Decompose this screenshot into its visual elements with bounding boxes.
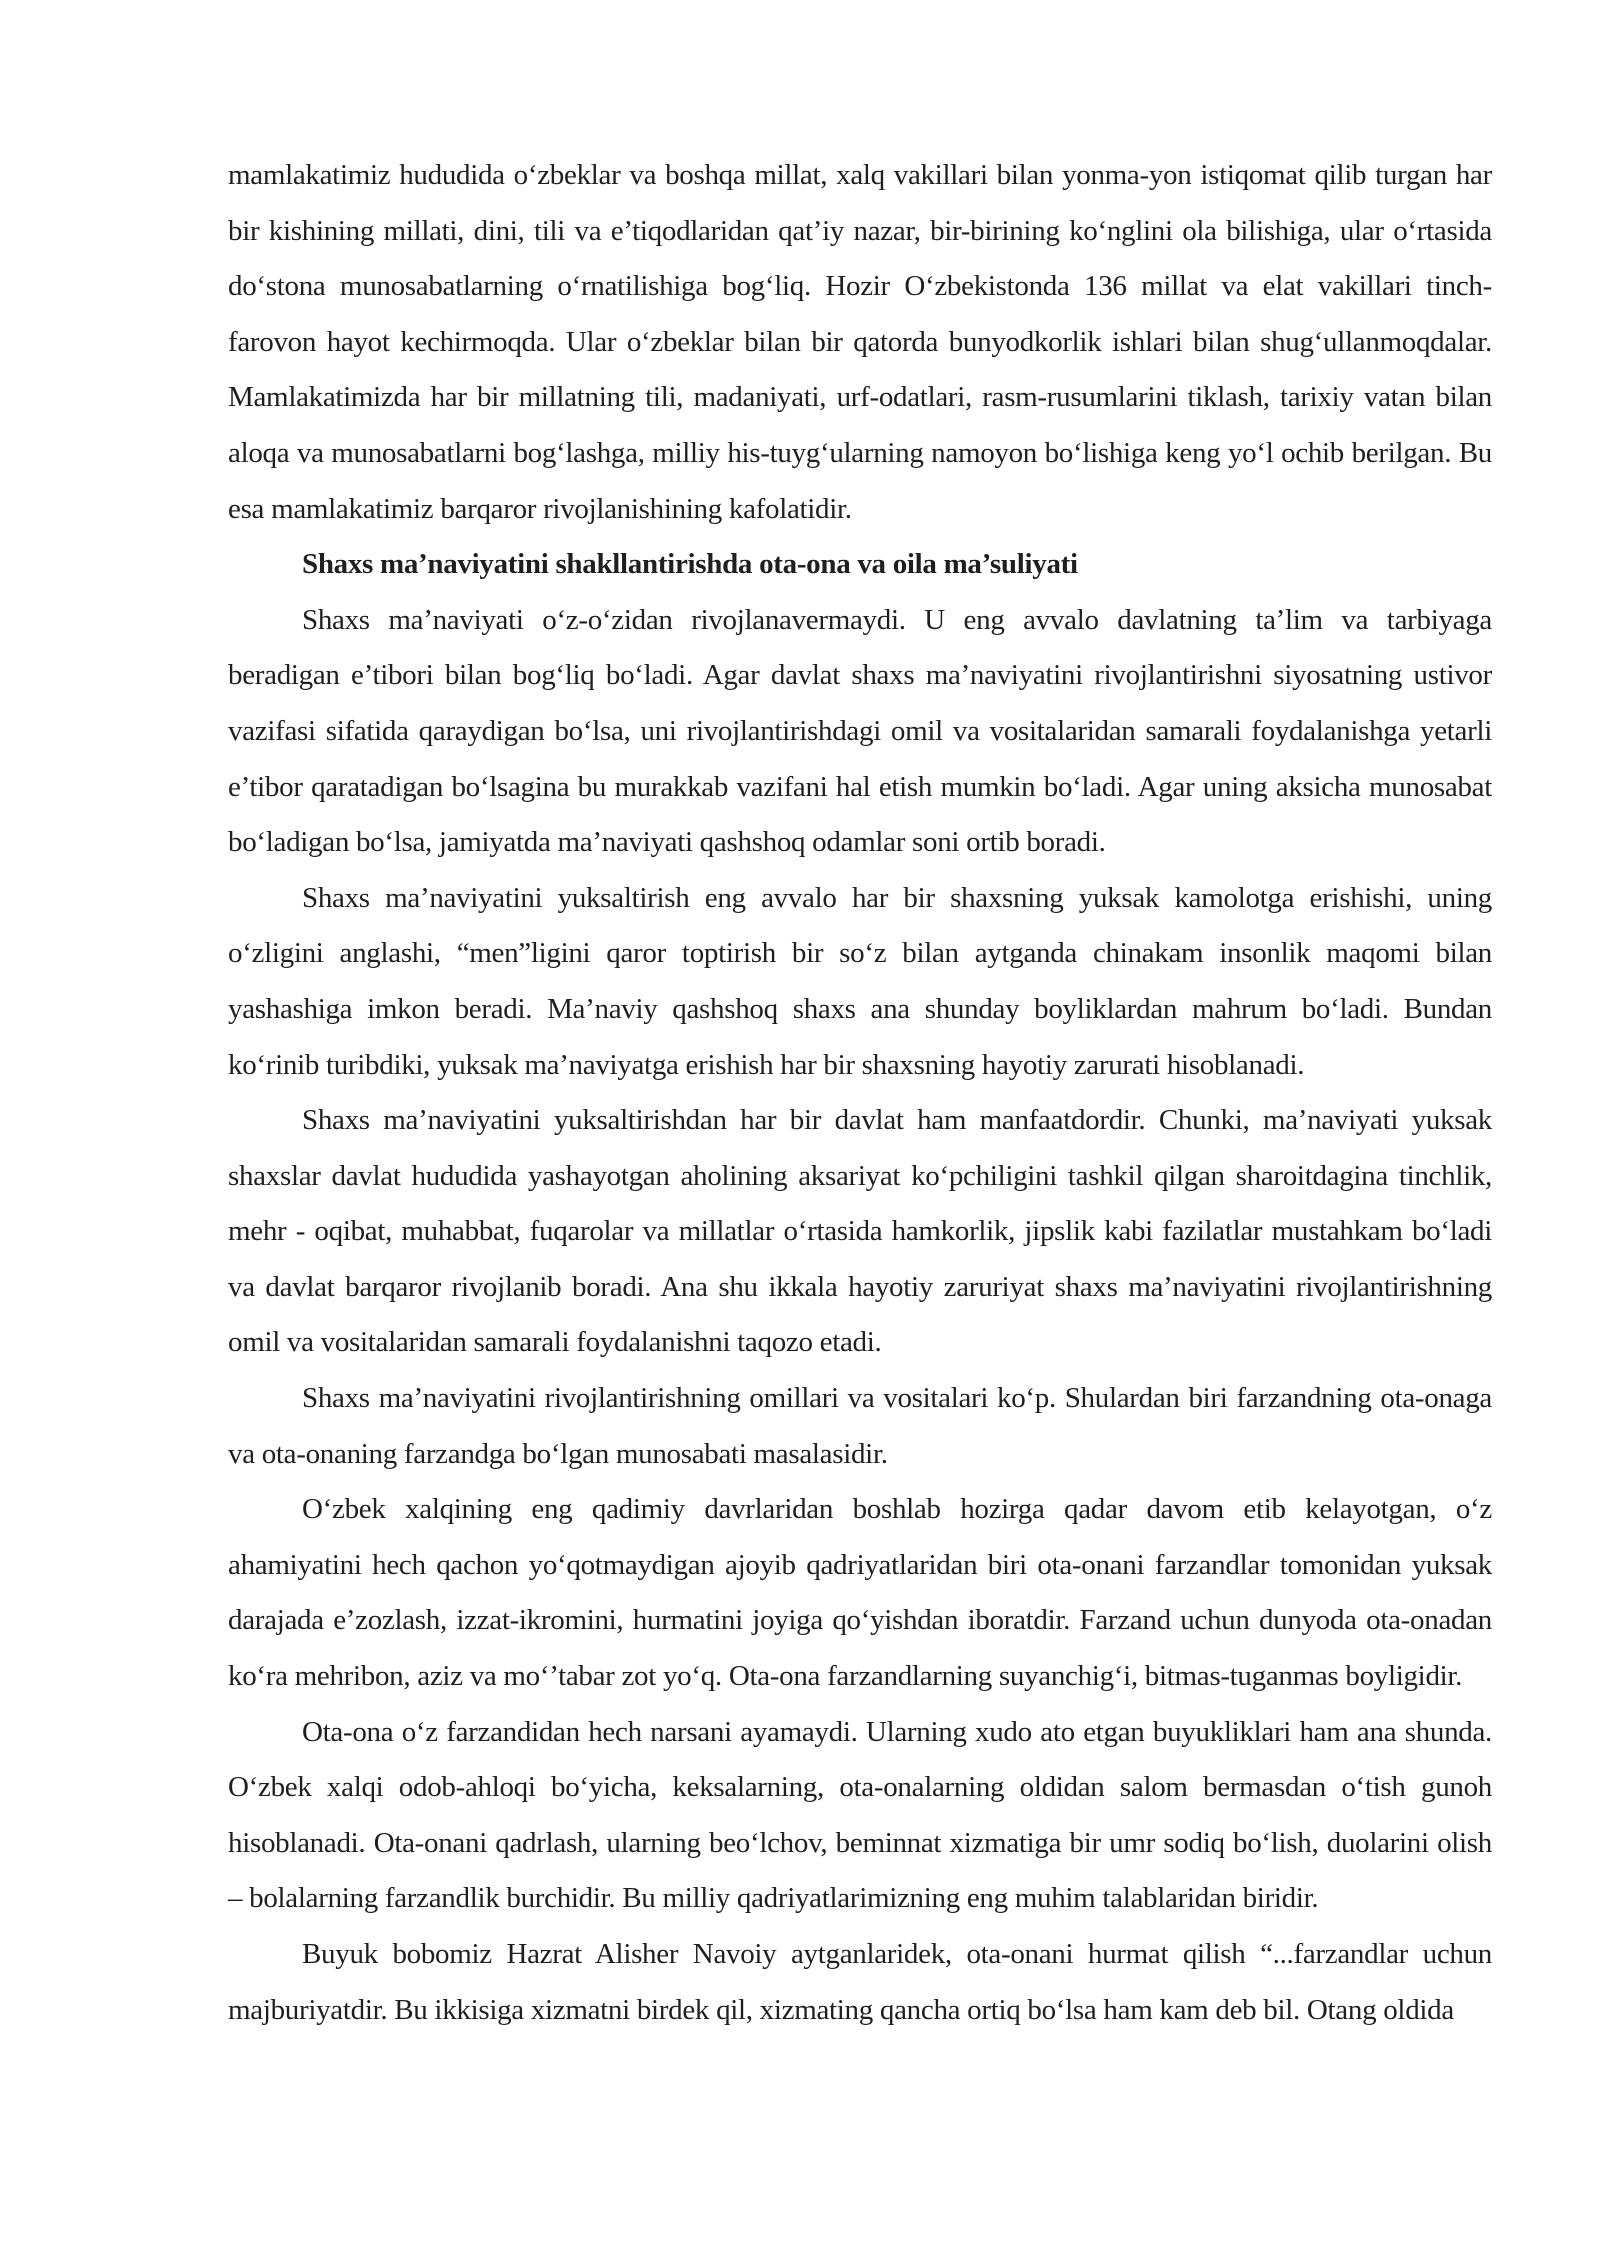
- body-paragraph-2: Shaxs ma’naviyatini yuksaltirish eng avvalo har bir shaxsning yuksak kamolotga erishishi, uning o‘zligini anglashi, “men”ligini qaror toptirish bir so‘z bilan aytganda chinakam insonlik maqomi bilan yashashiga imkon beradi. Ma’naviy qashshoq shaxs ana shunday boyliklardan mahrum bo‘ladi. Bundan ko‘rinib turibdiki, yuksak ma’naviyatga erishish har bir shaxsning hayotiy zarurati hisoblanadi.: [228, 881, 1492, 1081]
- intro-paragraph: mamlakatimiz hududida o‘zbeklar va boshqa millat, xalq vakillari bilan yonma-yon istiqomat qilib turgan har bir kishining millati, dini, tili va e’tiqodlaridan qat’iy nazar, bir-birining ko‘nglini ola bilishiga, ular o‘rtasida do‘stona munosabatlarning o‘rnatilishiga bog‘liq. Hozir O‘zbekistonda 136 millat va elat vakillari tinch-farovon hayot kechirmoqda. Ular o‘zbeklar bilan bir qatorda bunyodkorlik ishlari bilan shug‘ullanmoqdalar. Mamlakatimizda har bir millatning tili, madaniyati, urf-odatlari, rasm-rusumlarini tiklash, tarixiy vatan bilan aloqa va munosabatlarni bog‘lashga, milliy his-tuyg‘ularning namoyon bo‘lishiga keng yo‘l ochib berilgan. Bu esa mamlakatimiz barqaror rivojlanishining kafolatidir.: [228, 159, 1492, 525]
- document-page: [228, 148, 1492, 2038]
- body-paragraph-4: Shaxs ma’naviyatini rivojlantirishning omillari va vositalari ko‘p. Shulardan biri farzandning ota-onaga va ota-onaning farzandga bo‘lgan munosabati masalasidir.: [228, 1382, 1492, 1470]
- body-paragraph-7: Buyuk bobomiz Hazrat Alisher Navoiy aytganlaridek, ota-onani hurmat qilish “...farzandlar uchun majburiyatdir. Bu ikkisiga xizmatni birdek qil, xizmating qancha ortiq bo‘lsa ham kam deb bil. Otang oldida: [228, 1938, 1492, 2026]
- body-paragraph-6: Ota-ona o‘z farzandidan hech narsani ayamaydi. Ularning xudo ato etgan buyukliklari ham ana shunda. O‘zbek xalqi odob-ahloqi bo‘yicha, keksalarning, ota-onalarning oldidan salom bermasdan o‘tish gunoh hisoblanadi. Ota-onani qadrlash, ularning beo‘lchov, beminnat xizmatiga bir umr sodiq bo‘lish, duolarini olish – bolalarning farzandlik burchidir. Bu milliy qadriyatlarimizning eng muhim talablaridan biridir.: [228, 1715, 1492, 1915]
- section-heading: Shaxs ma’naviyatini shakllantirishda ota-ona va oila ma’suliyati: [302, 548, 1078, 581]
- body-paragraph-3: Shaxs ma’naviyatini yuksaltirishdan har bir davlat ham manfaatdordir. Chunki, ma’naviyati yuksak shaxslar davlat hududida yashayotgan aholining aksariyat ko‘pchiligini tashkil qilgan sharoitdagina tinchlik, mehr - oqibat, muhabbat, fuqarolar va millatlar o‘rtasida hamkorlik, jipslik kabi fazilatlar mustahkam bo‘ladi va davlat barqaror rivojlanib boradi. Ana shu ikkala hayotiy zaruriyat shaxs ma’naviyatini rivojlantirishning omil va vositalaridan samarali foydalanishni taqozo etadi.: [228, 1104, 1492, 1359]
- body-paragraph-1: Shaxs ma’naviyati o‘z-o‘zidan rivojlanavermaydi. U eng avvalo davlatning ta’lim va tarbiyaga beradigan e’tibori bilan bog‘liq bo‘ladi. Agar davlat shaxs ma’naviyatini rivojlantirishni siyosatning ustivor vazifasi sifatida qaraydigan bo‘lsa, uni rivojlantirishdagi omil va vositalaridan samarali foydalanishga yetarli e’tibor qaratadigan bo‘lsagina bu murakkab vazifani hal etish mumkin bo‘ladi. Agar uning aksicha munosabat bo‘ladigan bo‘lsa, jamiyatda ma’naviyati qashshoq odamlar soni ortib boradi.: [228, 603, 1492, 859]
- body-paragraph-5: O‘zbek xalqining eng qadimiy davrlaridan boshlab hozirga qadar davom etib kelayotgan, o‘z ahamiyatini hech qachon yo‘qotmaydigan ajoyib qadriyatlaridan biri ota-onani farzandlar tomonidan yuksak darajada e’zozlash, izzat-ikromini, hurmatini joyiga qo‘yishdan iboratdir. Farzand uchun dunyoda ota-onadan ko‘ra mehribon, aziz va mo‘’tabar zot yo‘q. Ota-ona farzandlarning suyanchig‘i, bitmas-tuganmas boyligidir.: [228, 1493, 1492, 1693]
